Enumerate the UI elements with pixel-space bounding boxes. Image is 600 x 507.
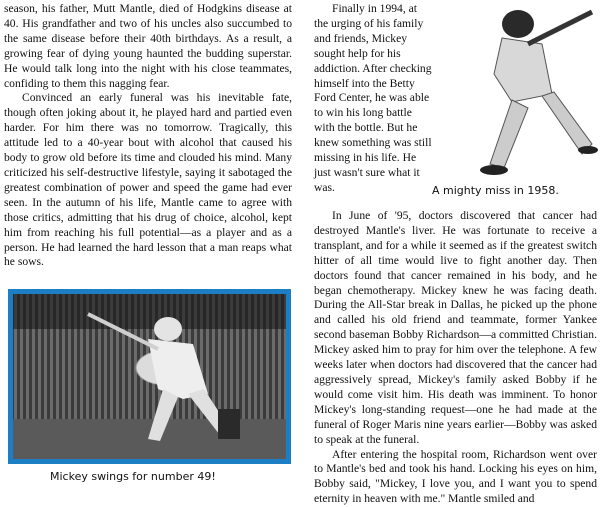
- left-paragraph-1: season, his father, Mutt Mantle, died of Hodgkins disease at 40. His grandfather and two of his uncles also succumbed to the same disease before their 40th birthdays. As a result, a growing fear of dying young haunted the budding superstar. He would talk long into the night with his close teammates, confiding to them this nagging fear.: [4, 2, 292, 91]
- right-paragraph-1: Finally in 1994, at the urging of his family and friends, Mickey sought help for his addiction. After checking himself into the Betty Ford Center, he was able to win his long battle with the bottle. But he knew something was still missing in his life. He just wasn't sure what it was.: [314, 2, 434, 196]
- left-paragraph-2: Convinced an early funeral was his inevitable fate, though often joking about it, he played hard and partied even harder. For him there was no tomorrow. Tragically, this attitude led to a 40-year bout with alcohol that caused his body to grow old before its time and clouded his mind. Many criticized his self-destructive lifestyle, saying it sabotaged the greatest combination of power and speed the game had ever seen. In the autumn of his life, Mantle came to agree with those critics, admitting that his drug of choice, alcohol, kept him from reaching his full potential—as a player and as a person. He had learned the hard lesson that a man reaps what he sows.: [4, 91, 292, 270]
- right-column-bottom: [314, 209, 597, 507]
- swing-caption: Mickey swings for number 49!: [50, 470, 216, 483]
- right-paragraph-3: After entering the hospital room, Richardson went over to Mantle's bed and took his hand. Locking his eyes on him, Bobby said, "Mickey, I love you, and I want you to spend eternity in heaven with me." Mantle smiled and: [314, 448, 597, 507]
- left-column: [4, 2, 292, 270]
- miss-caption: A mighty miss in 1958.: [432, 184, 559, 197]
- batter-miss-illustration: [432, 4, 598, 182]
- photo-frame: [8, 289, 291, 464]
- right-paragraph-2: In June of '95, doctors discovered that cancer had destroyed Mantle's liver. He was fortunate to receive a transplant, and for a while it seemed as if the greatest switch hitter of all time would live to fight another day. Then doctors found that cancer remained in his body, and he began chemotherapy. Mickey knew he was facing death. During the All-Star break in Dallas, he picked up the phone and called his old friend and teammate, former Yankee second baseman Bobby Richardson—a committed Christian. Mickey asked him to pray for him over the telephone. A few weeks later when doctors had discovered that the cancer had aggressively spread, Mickey's family asked Bobby if he would come visit him. His death was imminent. To honor Mickey's long-standing request—one he had made at the funeral of Roger Maris nine years earlier—Bobby was asked to speak at the funeral.: [314, 209, 597, 448]
- mickey-swing-photo: [8, 289, 291, 464]
- right-column-top: [314, 2, 434, 196]
- mighty-miss-photo: [432, 4, 598, 182]
